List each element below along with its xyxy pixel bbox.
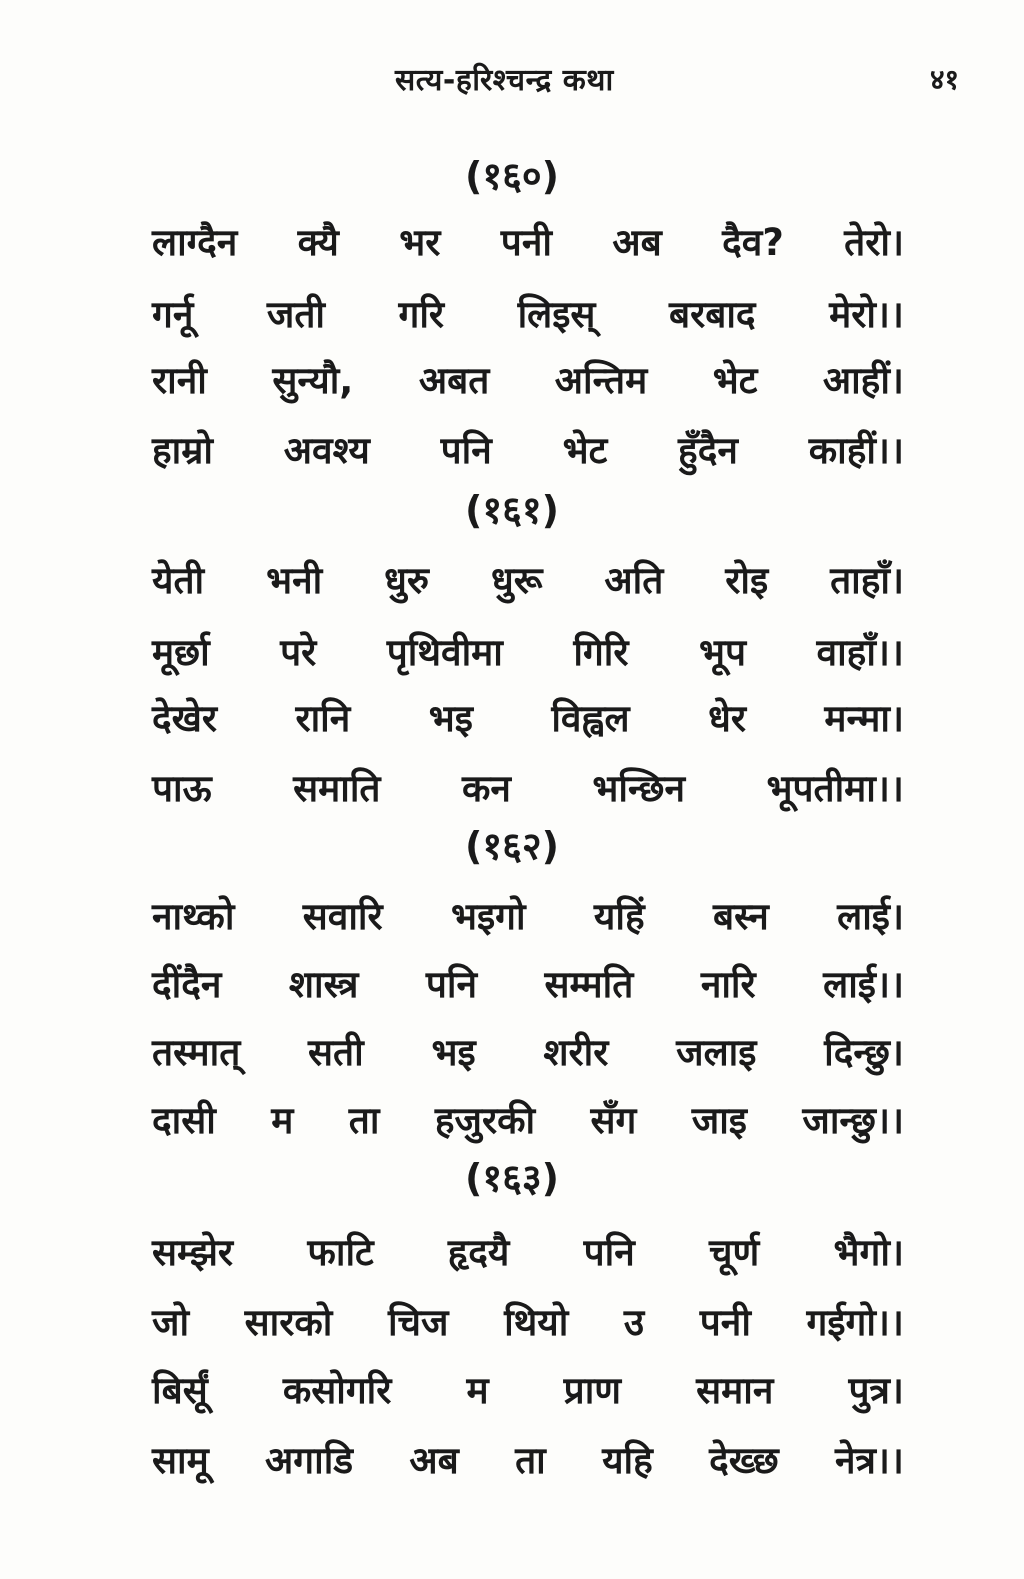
verse-word: लाई।। <box>823 962 904 1006</box>
verse-word: तस्मात् <box>152 1030 241 1074</box>
verse-word: बस्न <box>712 894 769 938</box>
verse-word: आहीं। <box>822 358 904 402</box>
verse-word: अवश्य <box>283 428 370 472</box>
verse-word: भूपतीमा।। <box>766 766 904 810</box>
verse-line <box>152 210 904 270</box>
verse-word: बरबाद <box>668 292 756 336</box>
verse-word: हुँदैन <box>678 428 738 472</box>
verse-word: बिर्सूं <box>152 1368 208 1412</box>
verse-word: जो <box>152 1300 190 1344</box>
verse-word: भेट <box>562 428 608 472</box>
verse-word: गईगो।। <box>806 1300 904 1344</box>
verse-word: धुरु <box>384 558 430 602</box>
verse-line <box>152 348 904 408</box>
verse-word: यहिं <box>593 894 645 938</box>
verse-word: भइगो <box>450 894 526 938</box>
verse-word: सुन्यौ, <box>272 358 354 402</box>
verse-word: देखेर <box>152 696 218 740</box>
verse-word: पाऊ <box>152 766 212 810</box>
verse-word: पनि <box>440 428 492 472</box>
verse-line <box>152 756 904 816</box>
verse-line <box>152 686 904 746</box>
verse-word: प्राण <box>563 1368 622 1412</box>
verse-word: दिन्छु। <box>824 1030 904 1074</box>
verse-line <box>152 884 904 944</box>
verse-line <box>152 418 904 478</box>
verse-word: भइ <box>431 1030 476 1074</box>
stanza-number: (१६३) <box>464 1156 559 1200</box>
verse-word: सामू <box>152 1438 209 1482</box>
verse-word: भनी <box>266 558 323 602</box>
verse-word: मेरो।। <box>829 292 904 336</box>
verse-line <box>152 282 904 342</box>
verse-word: चिज <box>387 1300 449 1344</box>
verse-word: सम्मति <box>544 962 634 1006</box>
stanza-number: (१६०) <box>464 154 559 198</box>
verse-word: काहीं।। <box>808 428 904 472</box>
verse-word: समान <box>696 1368 774 1412</box>
verse-word: समाति <box>293 766 381 810</box>
verse-word: रोइ <box>725 558 769 602</box>
verse-word: सारको <box>244 1300 333 1344</box>
verse-word: नेत्र।। <box>834 1438 904 1482</box>
verse-word: ता <box>348 1098 380 1142</box>
verse-line <box>152 1290 904 1350</box>
verse-word: गिरि <box>573 630 629 674</box>
verse-word: मन्मा। <box>824 696 904 740</box>
verse-word: गरि <box>398 292 445 336</box>
verse-word: रानि <box>295 696 351 740</box>
verse-line <box>152 548 904 608</box>
verse-word: भर <box>399 220 441 264</box>
verse-word: चूर्ण <box>709 1230 760 1274</box>
verse-word: दैव? <box>722 220 784 264</box>
verse-word: शरीर <box>543 1030 609 1074</box>
verse-word: उ <box>623 1300 645 1344</box>
verse-word: म <box>466 1368 489 1412</box>
verse-word: हृदयै <box>447 1230 510 1274</box>
page-number: ४१ <box>930 63 960 96</box>
verse-word: नारि <box>700 962 756 1006</box>
verse-word: अगाडि <box>265 1438 354 1482</box>
verse-word: फाटि <box>307 1230 374 1274</box>
verse-word: पृथिवीमा <box>386 630 503 674</box>
verse-word: सम्झेर <box>152 1230 234 1274</box>
verse-word: सवारि <box>302 894 383 938</box>
verse-word: वाहाँ।। <box>816 630 904 674</box>
verse-word: सती <box>308 1030 364 1074</box>
verse-word: भैगो। <box>833 1230 904 1274</box>
verse-word: धुरू <box>490 558 543 602</box>
verse-word: लाई। <box>837 894 904 938</box>
verse-word: अति <box>604 558 664 602</box>
verse-word: जाइ <box>691 1098 747 1142</box>
verse-word: धेर <box>708 696 746 740</box>
verse-word: लिइस् <box>517 292 596 336</box>
verse-word: लाग्दैन <box>152 220 238 264</box>
verse-word: दींदैन <box>152 962 222 1006</box>
verse-word: विह्वल <box>551 696 630 740</box>
verse-word: जान्छु।। <box>802 1098 904 1142</box>
verse-word: अबत <box>418 358 490 402</box>
stanza-number: (१६१) <box>464 488 559 532</box>
running-title: सत्य-हरिश्चन्द्र कथा <box>395 63 614 98</box>
verse-line <box>152 1358 904 1418</box>
verse-word: पनी <box>500 220 552 264</box>
stanza-number: (१६२) <box>464 824 559 868</box>
verse-line <box>152 952 904 1012</box>
verse-word: म <box>271 1098 294 1142</box>
verse-word: मूर्छा <box>152 630 210 674</box>
verse-word: पनि <box>583 1230 635 1274</box>
verse-word: तेरो। <box>844 220 904 264</box>
verse-word: रानी <box>152 358 207 402</box>
verse-word: जलाइ <box>676 1030 757 1074</box>
verse-word: हाम्रो <box>152 428 213 472</box>
verse-word: अन्तिम <box>554 358 648 402</box>
verse-line <box>152 620 904 680</box>
verse-word: येती <box>152 558 205 602</box>
verse-word: पनी <box>699 1300 751 1344</box>
verse-word: जती <box>266 292 326 336</box>
verse-line <box>152 1428 904 1488</box>
verse-line <box>152 1088 904 1148</box>
verse-word: क्यै <box>297 220 339 264</box>
verse-word: नाथ्को <box>152 894 235 938</box>
verse-word: भूप <box>699 630 747 674</box>
verse-line <box>152 1020 904 1080</box>
verse-word: शास्त्र <box>288 962 359 1006</box>
verse-word: परे <box>280 630 317 674</box>
verse-word: भेट <box>712 358 758 402</box>
verse-word: हजुरकी <box>434 1098 536 1142</box>
running-head <box>0 58 1024 108</box>
verse-word: कसोगरि <box>282 1368 392 1412</box>
verse-word: गर्नू <box>152 292 194 336</box>
verse-word: थियो <box>504 1300 569 1344</box>
verse-word: देख्छ <box>709 1438 779 1482</box>
verse-word: ता <box>515 1438 546 1482</box>
verse-word: भन्छिन <box>592 766 686 810</box>
verse-word: कन <box>461 766 511 810</box>
verse-word: पुत्र। <box>848 1368 904 1412</box>
verse-word: अब <box>409 1438 459 1482</box>
verse-word: भइ <box>428 696 473 740</box>
verse-word: पनि <box>425 962 478 1006</box>
verse-word: दासी <box>152 1098 216 1142</box>
verse-word: सँग <box>590 1098 637 1142</box>
verse-word: अब <box>612 220 662 264</box>
verse-word: यहि <box>602 1438 653 1482</box>
verse-line <box>152 1220 904 1280</box>
verse-word: ताहाँ। <box>830 558 904 602</box>
